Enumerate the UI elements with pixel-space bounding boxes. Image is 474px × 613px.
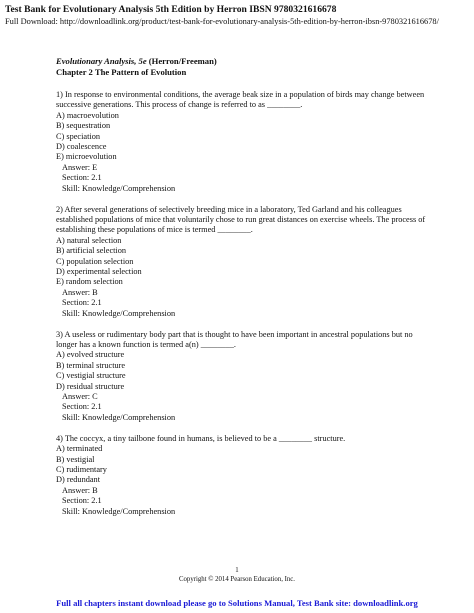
download-line — [5, 16, 471, 28]
question-1 — [56, 90, 428, 194]
download-label: Full Download: — [5, 17, 60, 26]
skill: Skill: Knowledge/Comprehension — [62, 308, 176, 318]
answer: Answer: B — [62, 485, 98, 495]
book-title — [56, 56, 428, 67]
question-stem: 1) In response to environmental conditions, the average beak size in a population of birds may change between successive generations. This process of change is referred to as ________. — [56, 90, 425, 110]
choice-e: E) random selection — [56, 277, 123, 287]
question-3 — [56, 330, 428, 424]
document-header — [5, 4, 471, 28]
question-stem: 4) The coccyx, a tiny tailbone found in humans, is believed to be a ________ structure. — [56, 433, 346, 443]
choice-c: C) population selection — [56, 256, 134, 266]
skill: Skill: Knowledge/Comprehension — [62, 506, 176, 516]
choice-b: B) artificial selection — [56, 246, 127, 256]
choice-c: C) rudimentary — [56, 464, 107, 474]
skill: Skill: Knowledge/Comprehension — [62, 412, 176, 422]
choice-b: B) terminal structure — [56, 360, 126, 370]
choice-d: D) coalescence — [56, 142, 107, 152]
download-link[interactable]: http://downloadlink.org/product/test-bank-for-evolutionary-analysis-5th-edition-by-herron-ibsn-9780321616678/ — [59, 17, 439, 26]
section: Section: 2.1 — [62, 402, 102, 412]
header-title: Test Bank for Evolutionary Analysis 5th Edition by Herron IBSN 9780321616678 — [5, 4, 337, 15]
book-authors: (Herron/Freeman) — [146, 56, 217, 66]
answer: Answer: B — [62, 287, 98, 297]
question-stem: 2) After several generations of selectively breeding mice in a laboratory, Ted Garland and his colleagues established populations of mice that voluntarily chose to run great distances on exercise wheels. The process of establishing these populations of mice is termed ________. — [56, 204, 426, 235]
copyright-notice: Copyright © 2014 Pearson Education, Inc. — [179, 576, 295, 583]
choice-d: D) experimental selection — [56, 267, 142, 276]
choice-e: E) microevolution — [56, 152, 117, 162]
section: Section: 2.1 — [62, 173, 102, 183]
question-4 — [56, 434, 428, 517]
choice-c: C) speciation — [56, 131, 101, 141]
book-title-italic: Evolutionary Analysis, 5e — [56, 56, 147, 66]
choice-d: D) redundant — [56, 475, 101, 485]
choice-a: A) natural selection — [56, 235, 122, 245]
skill: Skill: Knowledge/Comprehension — [62, 183, 176, 193]
choice-d: D) residual structure — [56, 381, 125, 391]
chapter-title: Chapter 2 The Pattern of Evolution — [56, 67, 187, 77]
answer: Answer: C — [62, 391, 98, 401]
download-banner[interactable]: Full all chapters instant download please go to Solutions Manual, Test Bank site: downloadlink.org — [56, 598, 418, 608]
choice-b: B) sequestration — [56, 121, 111, 131]
question-stem: 3) A useless or rudimentary body part that is thought to have been important in ancestral populations but no longer has a known function is termed a(n) ________. — [56, 329, 413, 349]
page-number: 1 — [235, 567, 239, 574]
choice-a: A) evolved structure — [56, 350, 125, 360]
page-content — [56, 56, 428, 527]
choice-a: A) terminated — [56, 444, 103, 454]
choice-c: C) vestigial structure — [56, 371, 126, 381]
section: Section: 2.1 — [62, 496, 102, 506]
answer: Answer: E — [62, 162, 98, 172]
choice-a: A) macroevolution — [56, 110, 119, 120]
choice-b: B) vestigial — [56, 454, 95, 464]
question-2 — [56, 205, 428, 319]
section: Section: 2.1 — [62, 298, 102, 308]
